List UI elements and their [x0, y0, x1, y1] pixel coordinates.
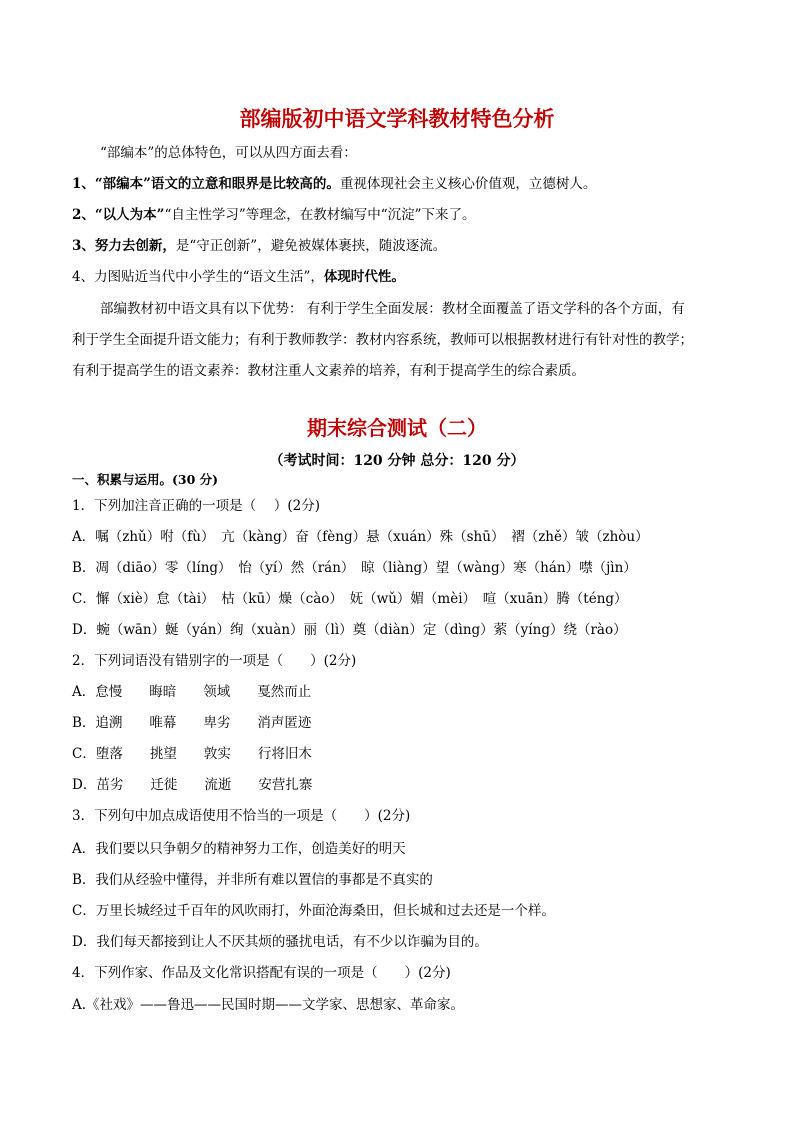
q3-option-c: C．万里长城经过千百年的风吹雨打，外面沧海桑田，但长城和过去还是一个样。 — [72, 903, 555, 919]
feature-2 — [72, 205, 732, 225]
q3-option-a: A．我们要以只争朝夕的精神努力工作，创造美好的明天 — [72, 841, 406, 857]
q1-option-a: A．嘱（zhǔ）咐（fù） 亢（kàng）奋（fèng）悬（xuán）殊（shū） 褶（zhě）皱（zhòu） — [72, 529, 649, 545]
feature-4-tail: 体现时代性。 — [323, 269, 405, 285]
q1-option-d: D．蜿（wān）蜒（yán）绚（xuàn）丽（lì）奠（diàn）定（dìng）萦（yíng）绕（rào） — [72, 622, 627, 638]
feature-3 — [72, 236, 732, 256]
feature-4 — [72, 267, 732, 287]
q2-option-b: B．追溯 唯幕 卑劣 消声匿迹 — [72, 715, 312, 731]
section-1-heading: 一、积累与运用。(30 分) — [72, 472, 219, 487]
feature-2-bold: 2、“以人为本” — [72, 207, 165, 223]
document-title: 部编版初中语文学科教材特色分析 — [239, 107, 555, 131]
q3-option-d: D．我们每天都接到让人不厌其烦的骚扰电话，有不少以诈骗为目的。 — [72, 934, 488, 950]
q3-stem: 3．下列句中加点成语使用不恰当的一项是（ ）(2分) — [72, 808, 411, 824]
q2-option-d: D．茁劣 迁徙 流逝 安营扎寨 — [72, 777, 313, 793]
exam-title: 期末综合测试（二） — [307, 416, 487, 440]
q1-option-b: B．凋（diāo）零（líng） 怡（yí）然（rán） 晾（liàng）望（wàng）寒（hán）噤（jìn） — [72, 560, 637, 576]
q4-option-a: A.《社戏》——鲁迅——民国时期——文学家、思想家、革命家。 — [72, 997, 465, 1013]
advantages-line-3: 有利于提高学生的语文素养：教材注重人文素养的培养，有利于提高学生的综合素质。 — [72, 363, 585, 379]
feature-3-bold: 3、努力去创新， — [72, 238, 176, 254]
feature-1-rest: 重视体现社会主义核心价值观，立德树人。 — [339, 176, 597, 192]
q2-option-c: C．堕落 挑望 敦实 行将旧木 — [72, 746, 312, 762]
exam-subtitle: （考试时间：120 分钟 总分：120 分） — [269, 453, 525, 469]
feature-1 — [72, 174, 732, 194]
q2-stem: 2．下列词语没有错别字的一项是（ ）(2分) — [72, 653, 357, 669]
q2-option-a: A．怠慢 晦暗 领域 戛然而止 — [72, 684, 312, 700]
feature-3-rest: 是“守正创新”，避免被媒体裹挟，随波逐流。 — [175, 238, 447, 254]
q3-option-b: B．我们从经验中懂得，并非所有难以置信的事都是不真实的 — [72, 872, 433, 888]
q1-stem: 1．下列加注音正确的一项是（ ）(2分) — [72, 498, 321, 514]
advantages-line-1: 部编教材初中语文具有以下优势： 有利于学生全面发展：教材全面覆盖了语文学科的各个方面，有 — [100, 301, 685, 317]
intro-text: “部编本”的总体特色，可以从四方面去看： — [100, 145, 357, 161]
q1-option-c: C．懈（xiè）怠（tài） 枯（kū）燥（cào） 妩（wǔ）媚（mèi） 喧（xuān）腾（téng） — [72, 591, 628, 607]
q4-stem: 4．下列作家、作品及文化常识搭配有误的一项是（ ）(2分) — [72, 965, 451, 981]
feature-1-bold: 1、“部编本”语文的立意和眼界是比较高的。 — [72, 176, 340, 192]
advantages-line-2: 利于学生全面提升语文能力；有利于教师教学：教材内容系统，教师可以根据教材进行有针对性的教学； — [72, 332, 693, 348]
feature-4-rest: 4、力图贴近当代中小学生的“语文生活”， — [72, 269, 324, 285]
feature-2-rest: “自主性学习”等理念，在教材编写中“沉淀”下来了。 — [164, 207, 476, 223]
